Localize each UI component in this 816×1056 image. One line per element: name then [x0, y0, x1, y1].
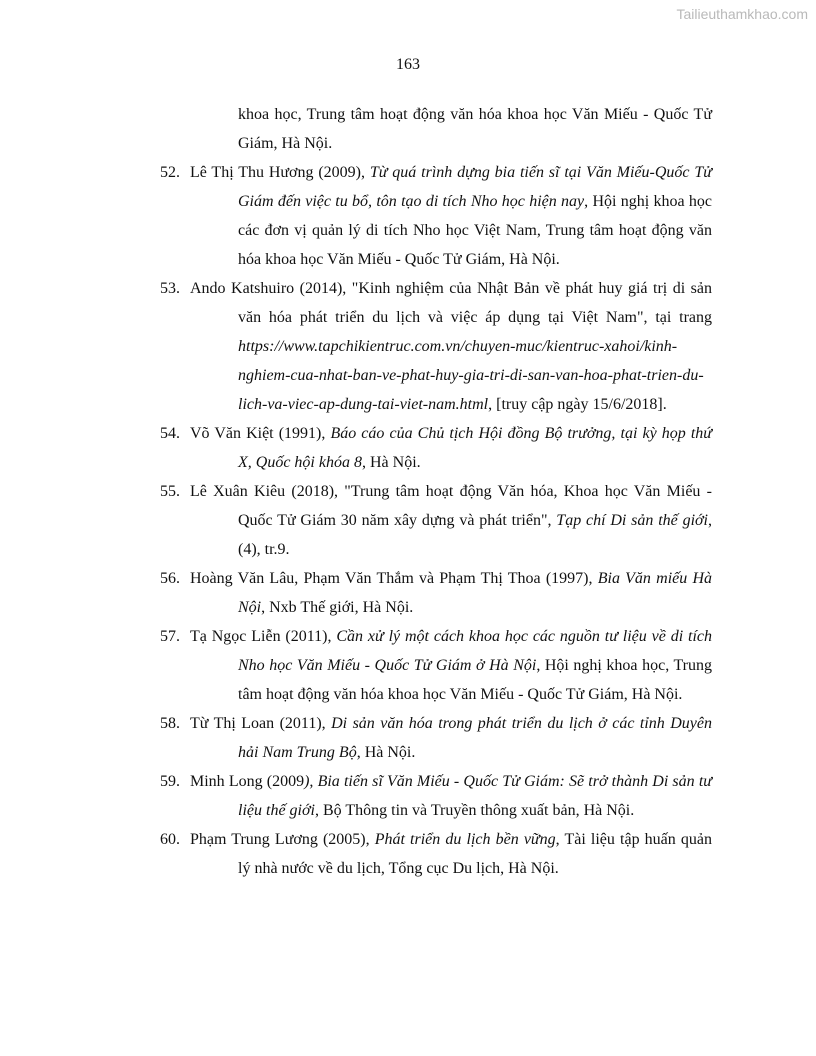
reference-item [160, 158, 712, 274]
reference-text: Lê Thị Thu Hương (2009), [190, 164, 370, 181]
reference-number: 58. [160, 715, 180, 732]
reference-text: , Hà Nội. [361, 454, 421, 471]
page-number: 163 [396, 56, 420, 73]
reference-number: 52. [160, 164, 180, 181]
reference-text: , Hà Nội. [356, 744, 416, 761]
reference-title: Bia Văn miếu Hà Nội [238, 570, 712, 616]
reference-text: Võ Văn Kiệt (1991), [190, 425, 331, 442]
reference-item [160, 767, 712, 825]
reference-item [160, 564, 712, 622]
continuation-text [190, 100, 712, 158]
reference-number: 54. [160, 425, 180, 442]
reference-title: ), Bia tiến sĩ Văn Miếu - Quốc Tử Giám: Sẽ trở thành Di sản tư liệu thế giới [238, 773, 712, 819]
reference-title: https://www.tapchikientruc.com.vn/chuyen-muc/kientruc-xahoi/kinh-nghiem-cua-nhat-ban-ve-phat-huy-gia-tri-di-san-van-hoa-phat-trien-du-lich-va-viec-ap-dung-tai-viet-nam.html [238, 338, 704, 413]
reference-number: 56. [160, 570, 180, 587]
reference-text: Ando Katshuiro (2014), "Kinh nghiệm của Nhật Bản về phát huy giá trị di sản văn hóa phát triển du lịch và việc áp dụng tại Việt Nam", tại trang [190, 280, 712, 326]
reference-text: , Bộ Thông tin và Truyền thông xuất bản, Hà Nội. [314, 802, 635, 819]
reference-text: Từ Thị Loan (2011), [190, 715, 332, 732]
reference-number: 60. [160, 831, 180, 848]
reference-list [160, 100, 713, 883]
reference-text: , [truy cập ngày 15/6/2018]. [488, 396, 667, 413]
reference-item [160, 825, 712, 883]
reference-title: Di sản văn hóa trong phát triển du lịch ở các tỉnh Duyên hải Nam Trung Bộ [238, 715, 713, 761]
reference-item [160, 477, 712, 564]
reference-title: Từ quá trình dựng bia tiến sĩ tại Văn Miếu-Quốc Tử Giám đến việc tu bổ, tôn tạo di tích Nho học hiện nay [238, 164, 712, 210]
reference-title: Cần xử lý một cách khoa học các nguồn tư liệu về di tích Nho học Văn Miếu - Quốc Tử Giám ở Hà Nội [238, 628, 712, 674]
watermark: Tailieuthamkhao.com [676, 6, 808, 22]
reference-item [160, 419, 712, 477]
continuation-body: khoa học, Trung tâm hoạt động văn hóa khoa học Văn Miếu - Quốc Tử Giám, Hà Nội. [238, 106, 712, 152]
reference-text: , Tài liệu tập huấn quản lý nhà nước về du lịch, Tổng cục Du lịch, Hà Nội. [238, 831, 712, 877]
reference-title: Tạp chí Di sản thế giới [556, 512, 708, 529]
reference-number: 59. [160, 773, 180, 790]
reference-item [160, 709, 713, 767]
reference-text: , Nxb Thế giới, Hà Nội. [261, 599, 414, 616]
reference-title: Báo cáo của Chủ tịch Hội đồng Bộ trưởng, tại kỳ họp thứ X, Quốc hội khóa 8 [238, 425, 712, 471]
reference-title: Phát triển du lịch bền vững [374, 831, 556, 848]
reference-text: Lê Xuân Kiêu (2018), "Trung tâm hoạt động Văn hóa, Khoa học Văn Miếu - Quốc Tử Giám 30 năm xây dựng và phát triển", [190, 483, 712, 529]
references [160, 158, 713, 883]
reference-text: Minh Long (2009 [190, 773, 305, 790]
reference-text: , Hội nghị khoa học, Trung tâm hoạt động văn hóa khoa học Văn Miếu - Quốc Tử Giám, Hà Nội. [238, 657, 712, 703]
reference-number: 53. [160, 280, 180, 297]
reference-number: 55. [160, 483, 180, 500]
reference-number: 57. [160, 628, 180, 645]
reference-text: Hoàng Văn Lâu, Phạm Văn Thắm và Phạm Thị Thoa (1997), [190, 570, 598, 587]
reference-item [160, 274, 712, 419]
reference-item [160, 622, 712, 709]
reference-text: Phạm Trung Lương (2005), [190, 831, 375, 848]
reference-text: , Hội nghị khoa học các đơn vị quản lý di tích Nho học Việt Nam, Trung tâm hoạt động văn hóa khoa học Văn Miếu - Quốc Tử Giám, Hà Nội. [238, 193, 712, 268]
reference-text: , (4), tr.9. [238, 512, 712, 558]
reference-text: Tạ Ngọc Liễn (2011), [190, 628, 337, 645]
